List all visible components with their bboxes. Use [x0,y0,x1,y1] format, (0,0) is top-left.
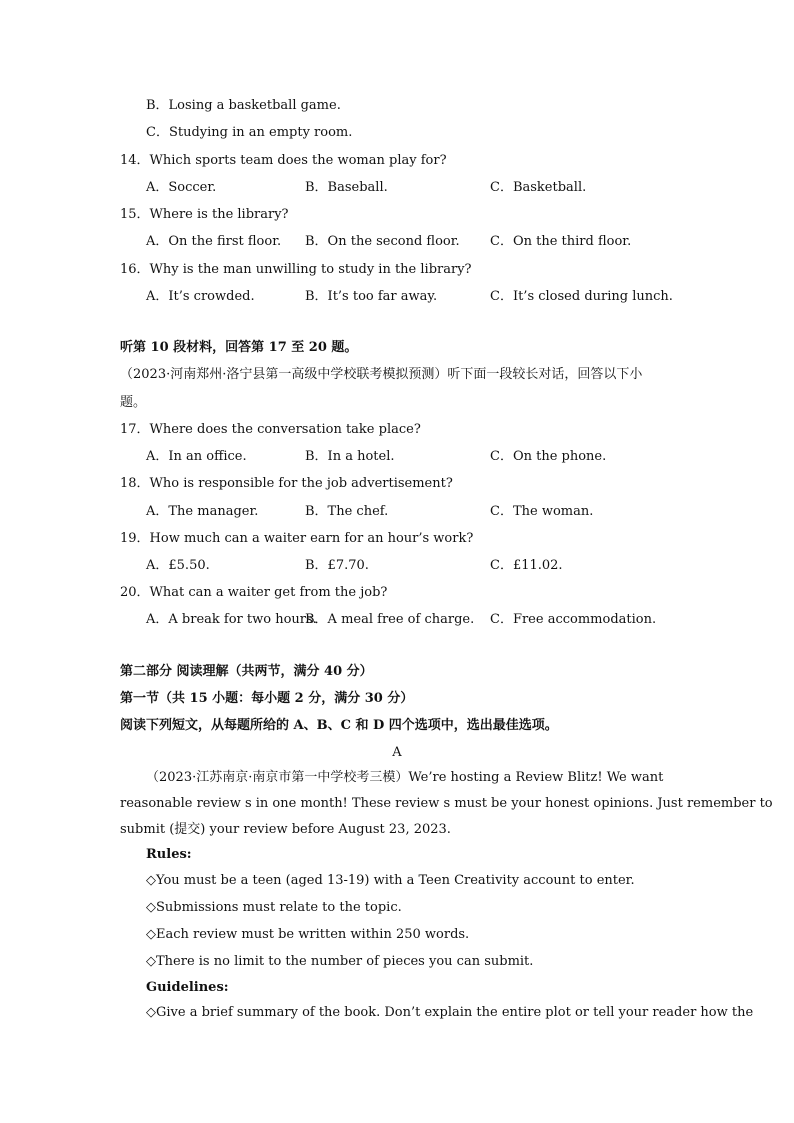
question-19: 19．How much can a waiter earn for an hour’s work? [120,531,474,546]
section-10-heading: 听第 10 段材料，回答第 17 至 20 题。 [120,340,358,355]
q20-option-a: A．A break for two hours. [146,612,317,627]
reading-instructions: 阅读下列短文，从每题所给的 A、B、C 和 D 四个选项中，选出最佳选项。 [120,718,558,733]
part-2-heading: 第二部分 阅读理解（共两节，满分 40 分） [120,664,373,679]
q16-option-c: C．It’s closed during lunch. [490,289,673,304]
q19-option-c: C．£11.02. [490,558,563,573]
q14-option-c: C．Basketball. [490,180,587,195]
guidelines-heading: Guidelines: [146,980,229,995]
q16-option-b: B．It’s too far away. [305,289,438,304]
q17-option-b: B．In a hotel. [305,449,395,464]
guideline-1: ◇Give a brief summary of the book. Don’t explain the entire plot or tell your reader how the [146,1005,754,1020]
q15-option-c: C．On the third floor. [490,234,632,249]
rule-2: ◇Submissions must relate to the topic. [146,900,402,915]
question-15: 15．Where is the library? [120,207,289,222]
q19-option-b: B．£7.70. [305,558,369,573]
q20-option-c: C．Free accommodation. [490,612,657,627]
rule-4: ◇There is no limit to the number of pieces you can submit. [146,954,534,969]
rules-heading: Rules: [146,847,192,862]
question-20: 20．What can a waiter get from the job? [120,585,388,600]
q18-option-a: A．The manager. [146,504,259,519]
q20-option-b: B．A meal free of charge. [305,612,475,627]
q14-option-a: A．Soccer. [146,180,217,195]
q15-option-a: A．On the first floor. [146,234,282,249]
q18-option-b: B．The chef. [305,504,389,519]
passage-label: A [392,745,402,760]
question-18: 18．Who is responsible for the job advertisement? [120,476,453,491]
q17-option-a: A．In an office. [146,449,247,464]
q16-option-a: A．It’s crowded. [146,289,255,304]
question-16: 16．Why is the man unwilling to study in the library? [120,262,472,277]
q19-option-a: A．£5.50. [146,558,210,573]
section-10-source-cont: 题。 [120,395,147,410]
section-10-source: （2023·河南郑州·洛宁县第一高级中学校联考模拟预测）听下面一段较长对话，回答以下小 [120,367,643,382]
q13-option-b: B．Losing a basketball game. [146,98,341,113]
passage-line-2: reasonable review s in one month! These review s must be your honest opinions. Just remember to [120,796,773,811]
section-1-heading: 第一节（共 15 小题：每小题 2 分，满分 30 分） [120,691,414,706]
q18-option-c: C．The woman. [490,504,594,519]
q15-option-b: B．On the second floor. [305,234,460,249]
q17-option-c: C．On the phone. [490,449,607,464]
q13-option-c: C．Studying in an empty room. [146,125,353,140]
rule-1: ◇You must be a teen (aged 13-19) with a Teen Creativity account to enter. [146,873,635,888]
question-17: 17．Where does the conversation take place? [120,422,421,437]
passage-line-3: submit (提交) your review before August 23, 2023. [120,822,451,837]
passage-line-1: （2023·江苏南京·南京市第一中学校考三模）We’re hosting a Review Blitz! We want [146,770,664,785]
q14-option-b: B．Baseball. [305,180,388,195]
rule-3: ◇Each review must be written within 250 words. [146,927,470,942]
question-14: 14．Which sports team does the woman play for? [120,153,447,168]
